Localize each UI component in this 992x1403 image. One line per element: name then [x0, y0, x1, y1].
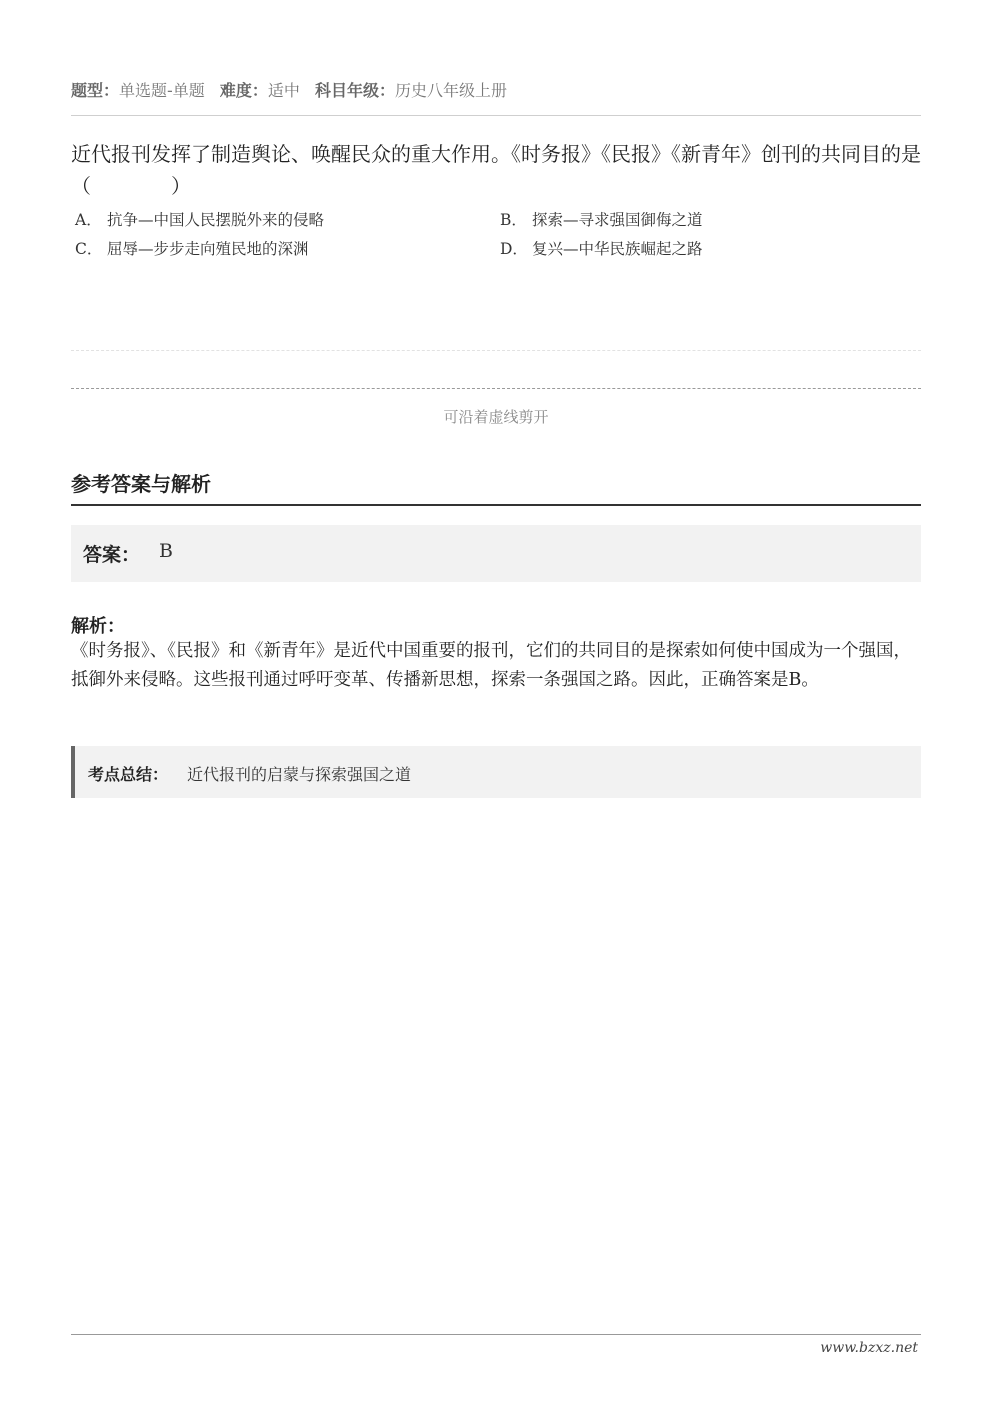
difficulty-label: 难度： — [219, 81, 268, 100]
option-c — [71, 235, 496, 264]
answer-box — [71, 525, 921, 582]
meta-divider — [71, 115, 921, 116]
cut-line — [71, 388, 921, 389]
summary-value: 近代报刊的启蒙与探索强国之道 — [187, 765, 412, 784]
analysis-label: 解析： — [71, 616, 125, 637]
option-a-label: A． — [75, 211, 102, 229]
option-c-label: C． — [75, 240, 103, 258]
option-a — [71, 206, 496, 235]
document-page — [71, 0, 921, 1403]
option-b — [496, 206, 921, 235]
difficulty-value: 适中 — [267, 81, 300, 100]
answer-label: 答案： — [83, 544, 141, 566]
summary-label: 考点总结： — [88, 765, 169, 784]
answer-section-title: 参考答案与解析 — [71, 472, 211, 496]
option-d — [496, 235, 921, 264]
question-stem: 近代报刊发挥了制造舆论、唤醒民众的重大作用。《时务报》《民报》《新青年》创刊的共同目的是（ ） — [71, 142, 921, 198]
analysis-text: 《时务报》、《民报》和《新青年》是近代中国重要的报刊，它们的共同目的是探索如何使中国成为一个强国，抵御外来侵略。这些报刊通过呼吁变革、传播新思想，探索一条强国之路。因此，正确答案是B。 — [71, 641, 911, 690]
option-d-text: 复兴—中华民族崛起之路 — [532, 240, 703, 258]
subject-label: 科目年级： — [315, 81, 396, 100]
footer-divider — [71, 1334, 921, 1335]
section-divider — [71, 504, 921, 506]
summary-box — [71, 746, 921, 798]
question-meta — [71, 78, 517, 101]
option-a-text: 抗争—中国人民摆脱外来的侵略 — [107, 211, 325, 229]
subject-value: 历史八年级上册 — [395, 81, 508, 100]
answer-space-line — [71, 350, 921, 351]
options-list — [71, 206, 921, 264]
option-d-label: D． — [500, 240, 528, 258]
type-value: 单选题-单题 — [119, 81, 205, 100]
cut-note: 可沿着虚线剪开 — [443, 408, 549, 426]
option-b-label: B． — [500, 211, 527, 229]
options-row-2 — [71, 235, 921, 264]
type-label: 题型： — [71, 81, 120, 100]
options-row-1 — [71, 206, 921, 235]
option-b-text: 探索—寻求强国御侮之道 — [532, 211, 703, 229]
answer-value: B — [159, 540, 173, 562]
footer-url: www.bzxz.net — [820, 1340, 918, 1356]
option-c-text: 屈辱—步步走向殖民地的深渊 — [107, 240, 309, 258]
